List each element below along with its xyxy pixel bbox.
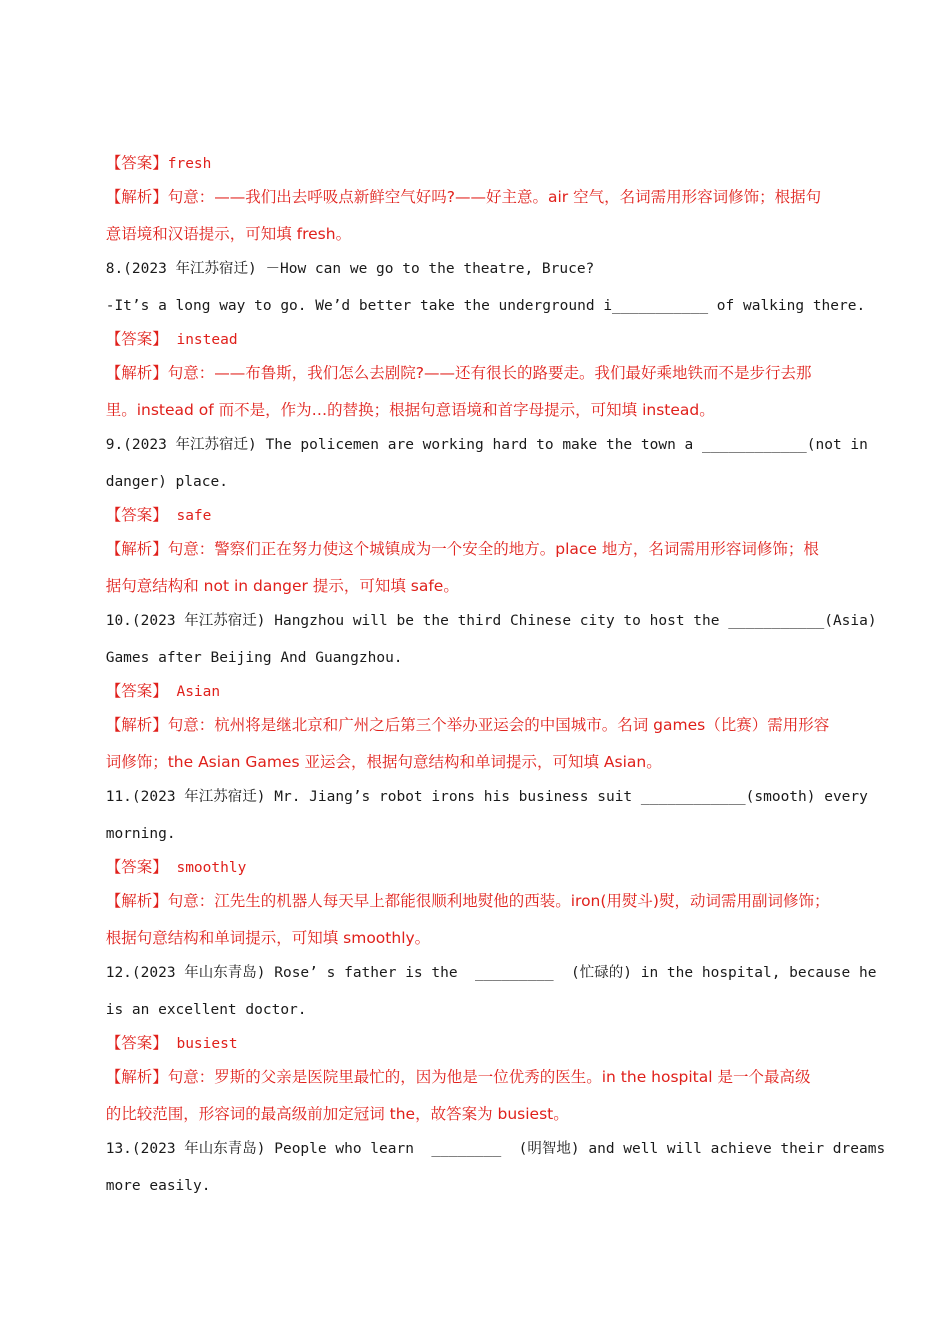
question-text: 12.(2023 年山东青岛) Rose’ s father is the _________ (忙碌的) in the hospital, because he — [105, 965, 877, 981]
analysis-label: 【解析】 — [105, 540, 168, 558]
analysis-text: 句意：——我们出去呼吸点新鲜空气好吗?——好主意。air 空气，名词需用形容词修饰；根据句 — [167, 188, 822, 206]
analysis-text: 句意：罗斯的父亲是医院里最忙的，因为他是一位优秀的医生。in the hospital 是一个最高级 — [167, 1068, 811, 1086]
analysis-text: 句意：江先生的机器人每天早上都能很顺利地熨他的西装。iron(用熨斗)熨，动词需用副词修饰； — [167, 892, 830, 910]
answer-value: safe — [167, 508, 212, 524]
analysis-text: 词修饰；the Asian Games 亚运会，根据句意结构和单词提示，可知填 Asian。 — [105, 753, 662, 771]
analysis-text: 句意：警察们正在努力使这个城镇成为一个安全的地方。place 地方，名词需用形容词修饰；根 — [167, 540, 819, 558]
question-text: 13.(2023 年山东青岛) People who learn ________ (明智地) and well will achieve their dreams — [105, 1141, 886, 1157]
analysis-text: 意语境和汉语提示，可知填 fresh。 — [105, 225, 352, 243]
answer-value: Asian — [167, 684, 221, 700]
analysis-text: 句意：杭州将是继北京和广州之后第三个举办亚运会的中国城市。名词 games（比赛）需用形容 — [167, 716, 830, 734]
answer-line — [86, 828, 866, 876]
analysis-label: 【解析】 — [105, 1068, 168, 1086]
question-text: 8.(2023 年江苏宿迁) －How can we go to the theatre, Bruce? — [105, 261, 595, 277]
question-text: danger) place. — [105, 474, 228, 490]
answer-line — [86, 124, 866, 172]
question-text: 11.(2023 年江苏宿迁) Mr. Jiang’s robot irons his business suit ____________(smooth) every — [105, 789, 868, 805]
answer-label: 【答案】 — [105, 1034, 168, 1052]
answer-label: 【答案】 — [105, 506, 168, 524]
analysis-text: 句意：——布鲁斯，我们怎么去剧院?——还有很长的路要走。我们最好乘地铁而不是步行去那 — [167, 364, 812, 382]
answer-value: instead — [167, 332, 238, 348]
analysis-label: 【解析】 — [105, 716, 168, 734]
analysis-label: 【解析】 — [105, 892, 168, 910]
analysis-label: 【解析】 — [105, 364, 168, 382]
document-page — [86, 124, 886, 1194]
answer-label: 【答案】 — [105, 858, 168, 876]
question-text: 9.(2023 年江苏宿迁) The policemen are working hard to make the town a ____________(not in — [105, 437, 868, 453]
question-text: more easily. — [105, 1178, 211, 1194]
answer-value: busiest — [167, 1036, 238, 1052]
analysis-text: 里。instead of 而不是，作为…的替换；根据句意语境和首字母提示，可知填 instead。 — [105, 401, 715, 419]
question-text: 10.(2023 年江苏宿迁) Hangzhou will be the third Chinese city to host the ___________(Asia) — [105, 613, 877, 629]
question-text: Games after Beijing And Guangzhou. — [105, 650, 403, 666]
answer-label: 【答案】 — [105, 682, 168, 700]
answer-value: fresh — [167, 156, 212, 172]
analysis-label: 【解析】 — [105, 188, 168, 206]
answer-label: 【答案】 — [105, 330, 168, 348]
answer-value: smoothly — [167, 860, 247, 876]
analysis-text: 据句意结构和 not in danger 提示，可知填 safe。 — [105, 577, 459, 595]
analysis-text: 根据句意结构和单词提示，可知填 smoothly。 — [105, 929, 431, 947]
question-text: is an excellent doctor. — [105, 1002, 307, 1018]
question-text: -It’s a long way to go. We’d better take the underground i___________ of walking there. — [105, 298, 866, 314]
analysis-text: 的比较范围，形容词的最高级前加定冠词 the，故答案为 busiest。 — [105, 1105, 569, 1123]
answer-label: 【答案】 — [105, 154, 168, 172]
question-text: morning. — [105, 826, 176, 842]
